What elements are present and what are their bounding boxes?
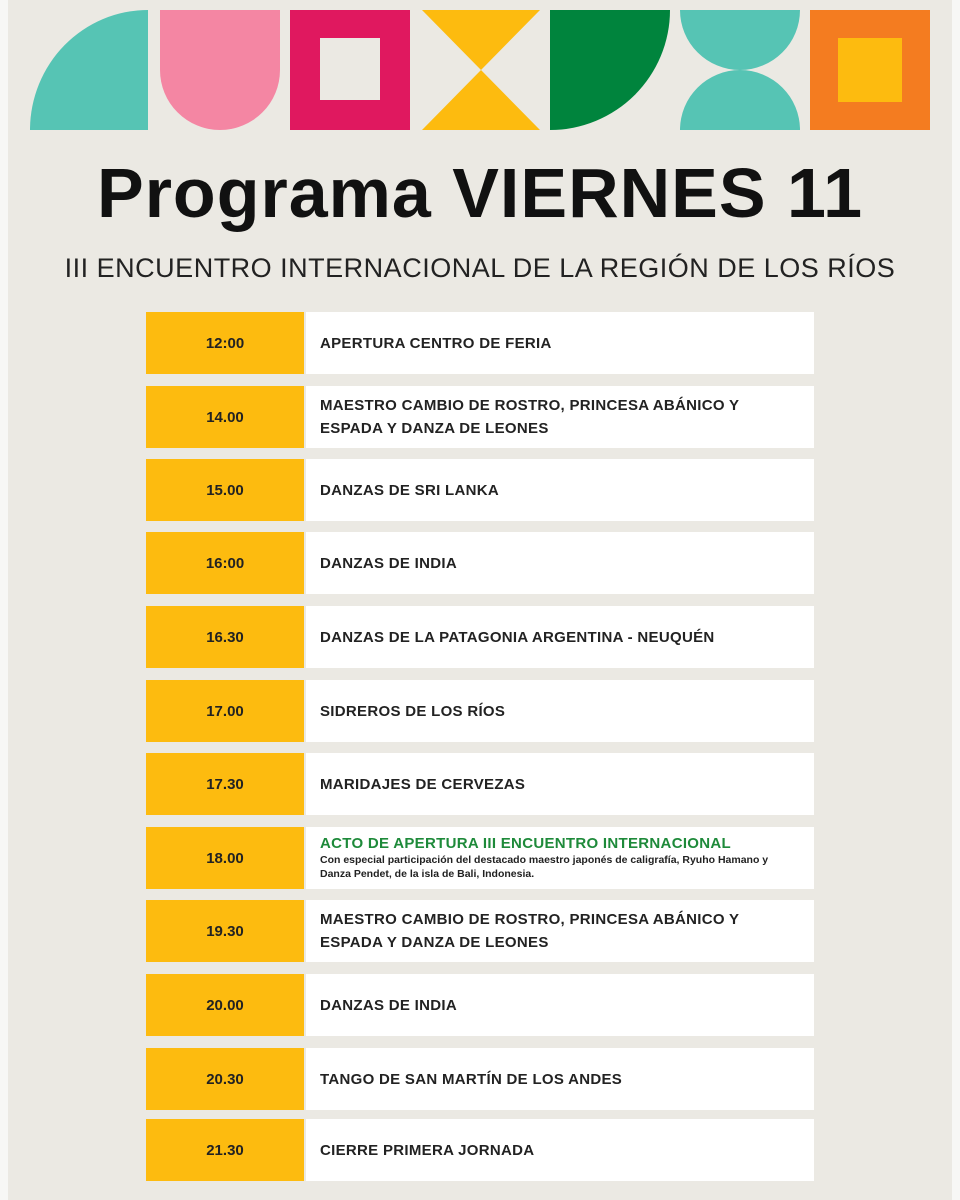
schedule-row xyxy=(146,753,814,815)
schedule-row xyxy=(146,827,814,889)
schedule-time: 19.30 xyxy=(146,900,304,962)
schedule-row xyxy=(146,532,814,594)
schedule-event xyxy=(306,312,814,374)
event-title: DANZAS DE INDIA xyxy=(320,996,458,1014)
schedule-event xyxy=(306,1048,814,1110)
schedule-event xyxy=(306,459,814,521)
pink-arch-shape xyxy=(160,10,280,130)
schedule-row xyxy=(146,312,814,374)
teal-semicircles-shape xyxy=(680,10,800,130)
schedule-time: 17.00 xyxy=(146,680,304,742)
schedule-time: 18.00 xyxy=(146,827,304,889)
green-half-circle-shape xyxy=(550,10,670,130)
page-title: Programa VIERNES 11 xyxy=(97,154,863,232)
schedule-time: 20.30 xyxy=(146,1048,304,1110)
event-title: TANGO DE SAN MARTÍN DE LOS ANDES xyxy=(320,1070,623,1088)
event-title: APERTURA CENTRO DE FERIA xyxy=(320,334,552,352)
event-title: DANZAS DE INDIA xyxy=(320,554,458,572)
event-title-highlight: ACTO DE APERTURA III ENCUENTRO INTERNACIONAL xyxy=(320,835,731,852)
schedule-row xyxy=(146,680,814,742)
schedule-row xyxy=(146,386,814,448)
schedule-time: 16:00 xyxy=(146,532,304,594)
page-subtitle: III ENCUENTRO INTERNACIONAL DE LA REGIÓN DE LOS RÍOS xyxy=(64,253,896,283)
event-title: CIERRE PRIMERA JORNADA xyxy=(320,1141,535,1159)
decorative-shapes-banner xyxy=(0,0,960,140)
schedule-row xyxy=(146,459,814,521)
schedule-event xyxy=(306,900,814,962)
schedule-event xyxy=(306,827,814,889)
schedule-row xyxy=(146,900,814,962)
event-title: MARIDAJES DE CERVEZAS xyxy=(320,775,526,793)
schedule-event xyxy=(306,680,814,742)
schedule-event xyxy=(306,974,814,1036)
schedule-row xyxy=(146,606,814,668)
schedule-time: 16.30 xyxy=(146,606,304,668)
teal-quarter-circle-shape xyxy=(30,10,148,130)
schedule-time: 12:00 xyxy=(146,312,304,374)
schedule-event xyxy=(306,1119,814,1181)
schedule-event xyxy=(306,753,814,815)
schedule-time: 21.30 xyxy=(146,1119,304,1181)
schedule-event xyxy=(306,386,814,448)
schedule-time: 15.00 xyxy=(146,459,304,521)
event-title: MAESTRO CAMBIO DE ROSTRO, PRINCESA ABÁNICO Y ESPADA Y DANZA DE LEONES xyxy=(320,397,740,437)
event-title: DANZAS DE SRI LANKA xyxy=(320,481,500,499)
schedule-row xyxy=(146,1119,814,1181)
event-title: DANZAS DE LA PATAGONIA ARGENTINA - NEUQUÉN xyxy=(320,628,715,646)
schedule-row xyxy=(146,1048,814,1110)
schedule-time: 20.00 xyxy=(146,974,304,1036)
schedule-time: 17.30 xyxy=(146,753,304,815)
schedule-event xyxy=(306,532,814,594)
event-title: SIDREROS DE LOS RÍOS xyxy=(320,702,506,720)
event-subtitle: Con especial participación del destacado maestro japonés de caligrafía, Ryuho Hamano y Danza Pendet, de la isla de Bali, Indonesia. xyxy=(320,854,769,880)
yellow-hourglass-shape xyxy=(422,10,540,130)
schedule-event xyxy=(306,606,814,668)
event-title: MAESTRO CAMBIO DE ROSTRO, PRINCESA ABÁNICO Y ESPADA Y DANZA DE LEONES xyxy=(320,911,740,951)
schedule-row xyxy=(146,974,814,1036)
schedule-time: 14.00 xyxy=(146,386,304,448)
